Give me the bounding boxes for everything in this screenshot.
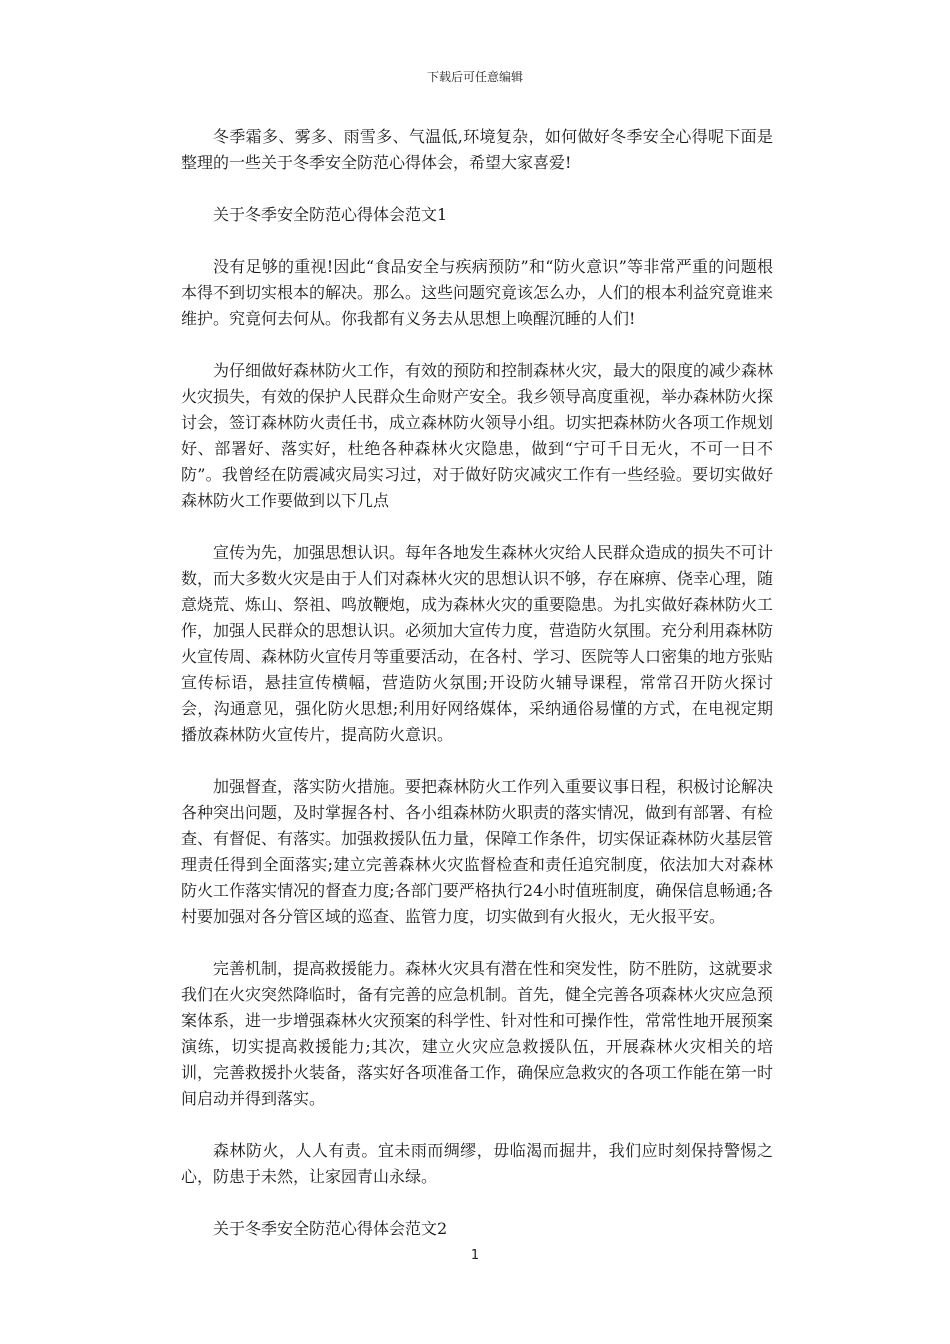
paragraph-4: 加强督查，落实防火措施。要把森林防火工作列入重要议事日程，积极讨论解决各种突出问题，及时掌握各村、各小组森林防火职责的落实情况，做到有部署、有检查、有督促、有落实。加强救援队伍力量，保障工作条件，切实保证森林防火基层管理责任得到全面落实;建立完善森林火灾监督检查和责任追究制度，依法加大对森林防火工作落实情况的督查力度;各部门要严格执行24小时值班制度，确保信息畅通;各村要加强对各分管区域的巡查、监管力度，切实做到有火报火，无火报平安。 [181, 777, 774, 926]
page-number: 1 [470, 1248, 480, 1263]
page-header: 下载后可任意编辑 [426, 70, 523, 84]
intro-paragraph: 冬季霜多、雾多、雨雪多、气温低,环境复杂，如何做好冬季安全心得呢下面是整理的一些关于冬季安全防范心得体会，希望大家喜爱! [181, 127, 773, 172]
paragraph-1: 没有足够的重视!因此“食品安全与疾病预防”和“防火意识”等非常严重的问题根本得不到切实根本的解决。那么。这些问题究竟该怎么办，人们的根本利益究竟谁来维护。究竟何去何从。你我都有义务去从思想上唤醒沉睡的人们! [181, 257, 774, 328]
paragraph-6: 森林防火，人人有责。宜未雨而绸缪，毋临渴而掘井，我们应时刻保持警惕之心，防患于未然，让家园青山永绿。 [181, 1141, 773, 1186]
section-heading-2: 关于冬季安全防范心得体会范文2 [213, 1219, 448, 1238]
document-body [181, 124, 773, 1268]
paragraph-5: 完善机制，提高救援能力。森林火灾具有潜在性和突发性，防不胜防，这就要求我们在火灾突然降临时，备有完善的应急机制。首先，健全完善各项森林火灾应急预案体系，进一步增强森林火灾预案的科学性、针对性和可操作性，常常性地开展预案演练，切实提高救援能力;其次，建立火灾应急救援队伍，开展森林火灾相关的培训，完善救援扑火装备，落实好各项准备工作，确保应急救灾的各项工作能在第一时间启动并得到落实。 [181, 959, 774, 1108]
paragraph-2: 为仔细做好森林防火工作，有效的预防和控制森林火灾，最大的限度的减少森林火灾损失，有效的保护人民群众生命财产安全。我乡领导高度重视，举办森林防火探讨会，签订森林防火责任书，成立森林防火领导小组。切实把森林防火各项工作规划好、部署好、落实好，杜绝各种森林火灾隐患，做到“宁可千日无火，不可一日不防”。我曾经在防震减灾局实习过，对于做好防灾减灾工作有一些经验。要切实做好森林防火工作要做到以下几点 [181, 361, 774, 510]
section-heading-1: 关于冬季安全防范心得体会范文1 [213, 205, 448, 224]
paragraph-3: 宣传为先，加强思想认识。每年各地发生森林火灾给人民群众造成的损失不可计数，而大多数火灾是由于人们对森林火灾的思想认识不够，存在麻痹、侥幸心理，随意烧荒、炼山、祭祖、鸣放鞭炮，成为森林火灾的重要隐患。为扎实做好森林防火工作，加强人民群众的思想认识。必须加大宣传力度，营造防火氛围。充分利用森林防火宣传周、森林防火宣传月等重要活动，在各村、学习、医院等人口密集的地方张贴宣传标语，悬挂宣传横幅，营造防火氛围;开设防火辅导课程，常常召开防火探讨会，沟通意见，强化防火思想;利用好网络媒体，采纳通俗易懂的方式，在电视定期播放森林防火宣传片，提高防火意识。 [181, 543, 774, 744]
